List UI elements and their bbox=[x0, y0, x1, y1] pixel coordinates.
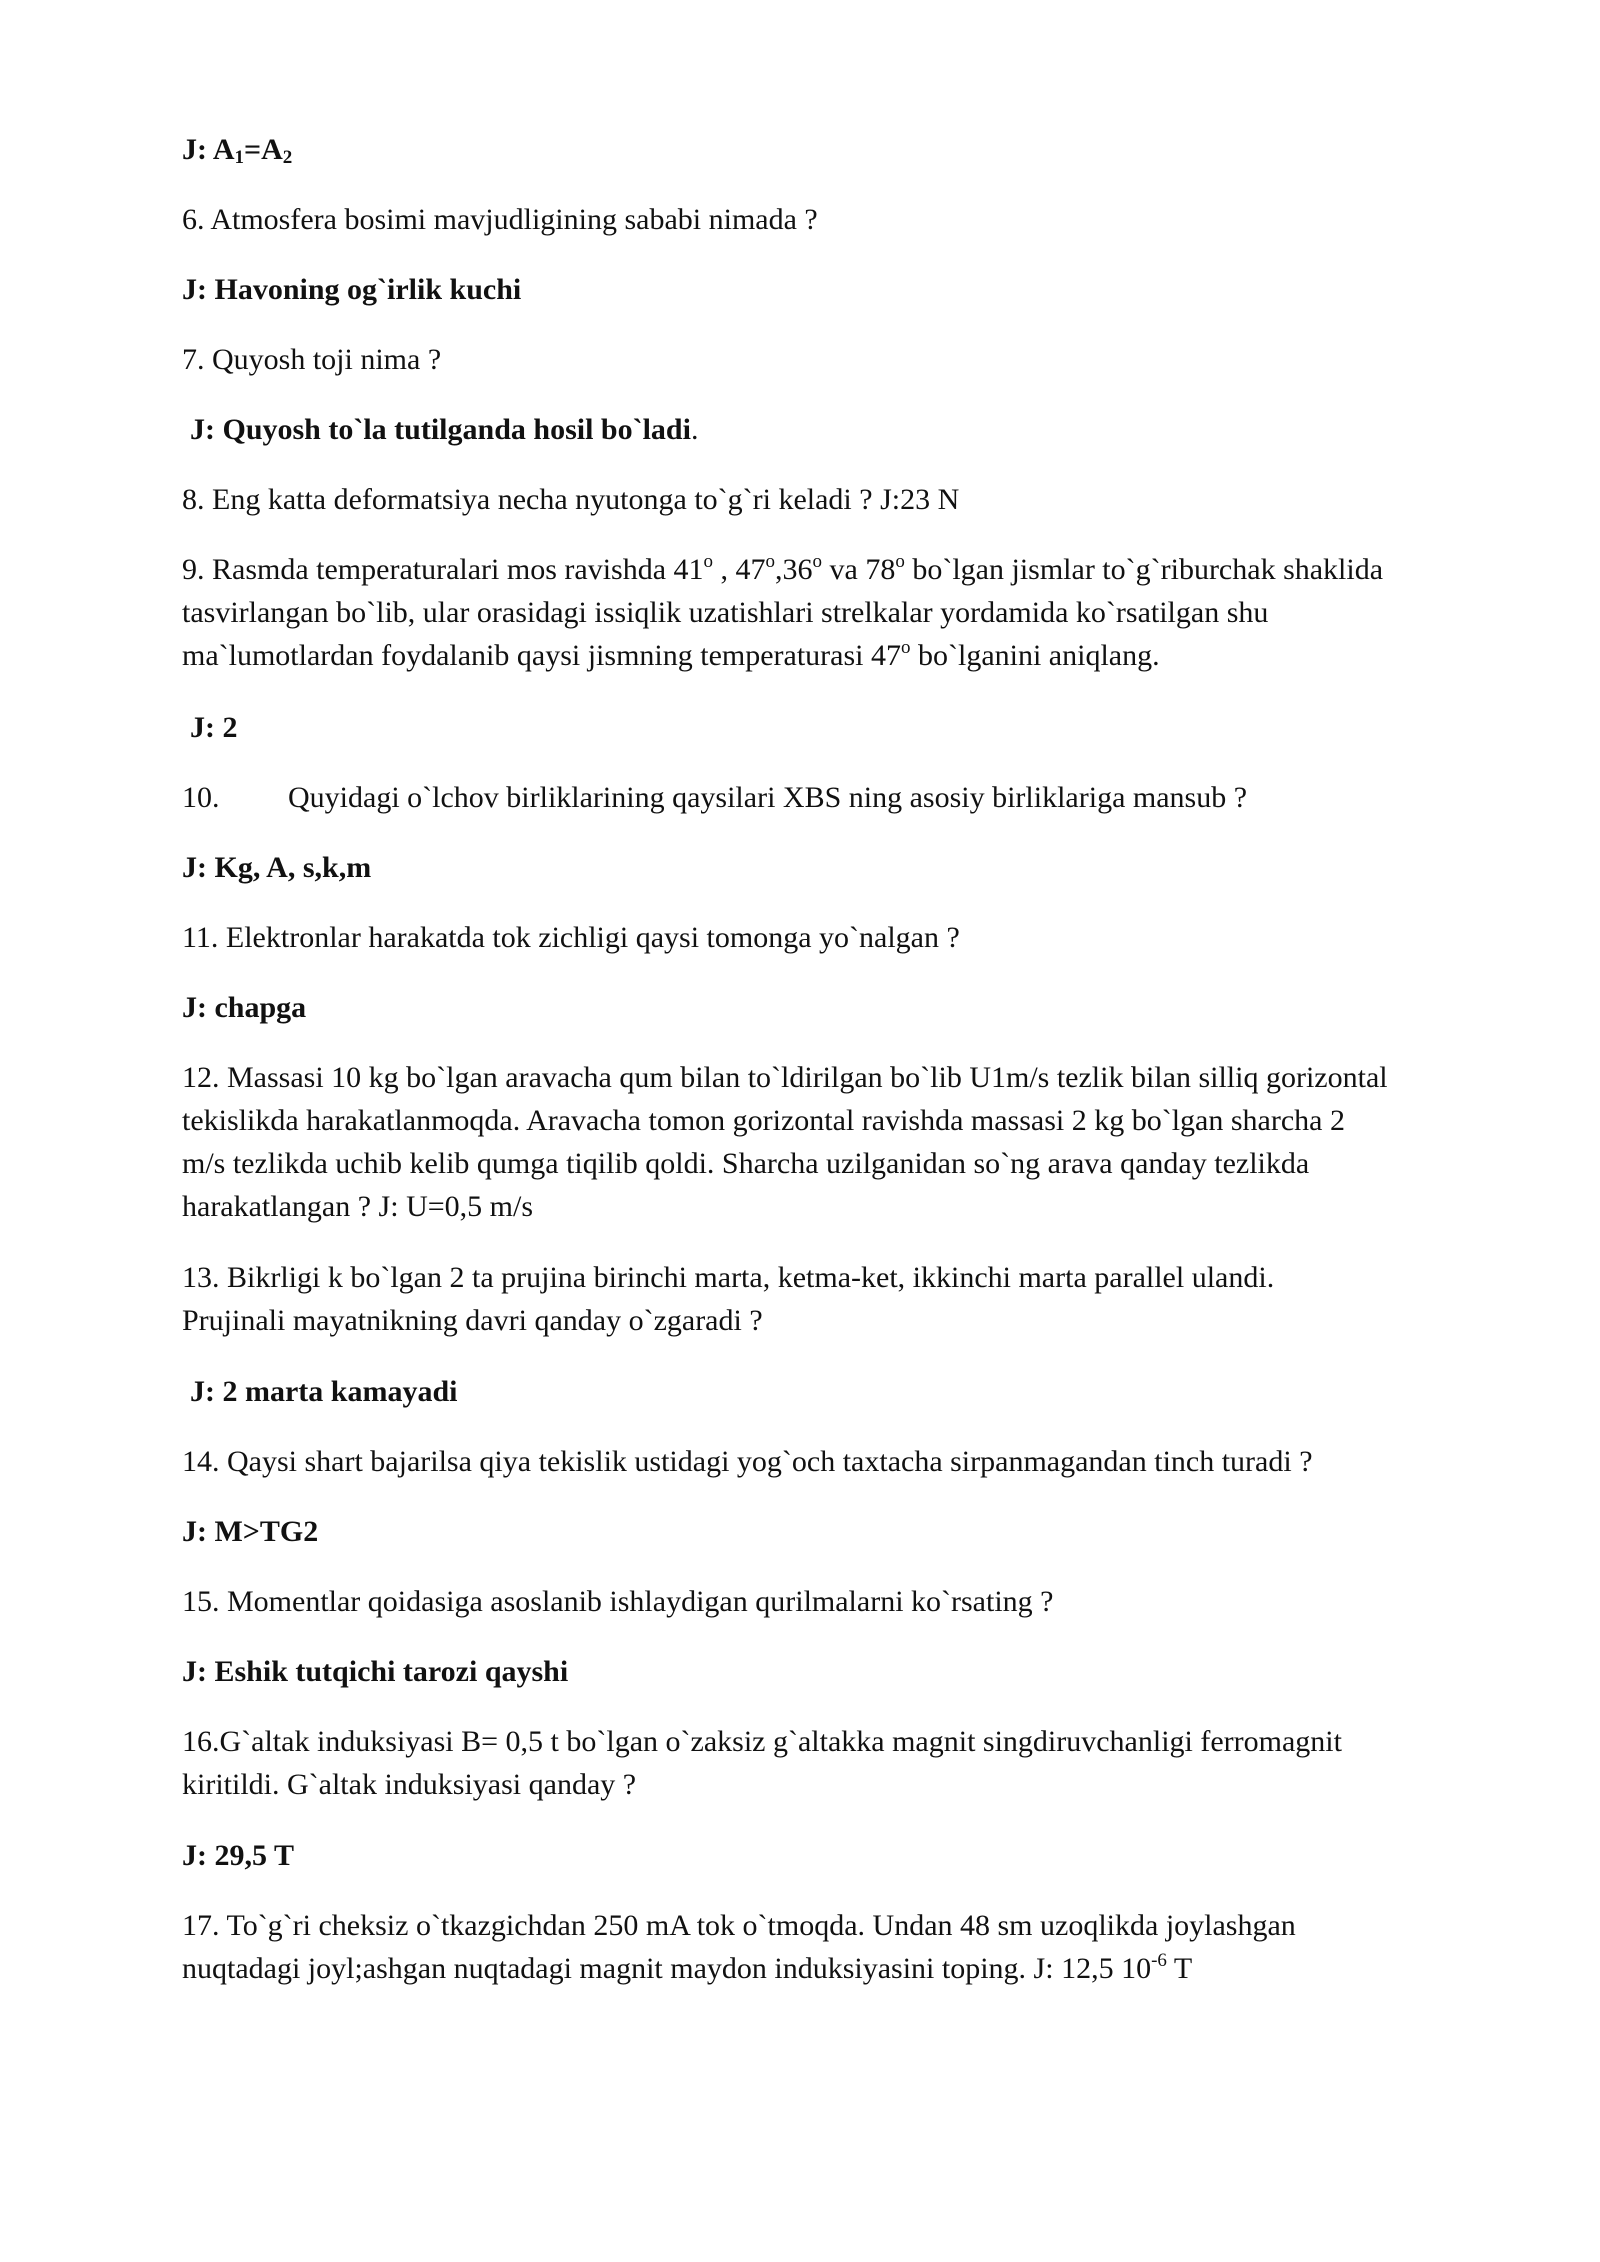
question-13-line-1: 13. Bikrligi k bo`lgan 2 ta prujina birinchi marta, ketma-ket, ikkinchi marta parallel ulandi. bbox=[182, 1261, 1275, 1294]
subscript: 1 bbox=[234, 147, 244, 168]
answer-6: J: Havoning og`irlik kuchi bbox=[182, 273, 522, 306]
question-12-line-3: m/s tezlikda uchib kelib qumga tiqilib qoldi. Sharcha uzilganidan so`ng arava qanday tezlikda bbox=[182, 1147, 1310, 1180]
question-15: 15. Momentlar qoidasiga asoslanib ishlaydigan qurilmalarni ko`rsating ? bbox=[182, 1585, 1054, 1618]
question-11: 11. Elektronlar harakatda tok zichligi qaysi tomonga yo`nalgan ? bbox=[182, 921, 960, 954]
answer-16: J: 29,5 T bbox=[182, 1839, 294, 1872]
answer-text: J: Quyosh to`la tutilganda hosil bo`ladi bbox=[190, 413, 691, 446]
text: ma`lumotlardan foydalanib qaysi jismning temperaturasi 47 bbox=[182, 639, 901, 672]
question-16-line-2: kiritildi. G`altak induksiyasi qanday ? bbox=[182, 1768, 637, 1801]
text: bo`lganini aniqlang. bbox=[910, 639, 1160, 672]
question-12-line-4: harakatlangan ? J: U=0,5 m/s bbox=[182, 1190, 533, 1223]
degree-mark: o bbox=[765, 551, 776, 572]
question-13 bbox=[182, 1256, 1274, 1342]
question-13-line-2: Prujinali mayatnikning davri qanday o`zgaradi ? bbox=[182, 1304, 763, 1337]
question-8: 8. Eng katta deformatsiya necha nyutonga to`g`ri keladi ? J:23 N bbox=[182, 483, 960, 516]
text: ,36 bbox=[775, 553, 813, 586]
text: va 78 bbox=[822, 553, 896, 586]
answer-11: J: chapga bbox=[182, 991, 307, 1024]
question-17-line-2 bbox=[182, 1947, 1296, 1990]
degree-mark: o bbox=[895, 551, 905, 572]
text: bo`lgan jismlar to`g`riburchak shaklida bbox=[904, 553, 1384, 586]
answer-7 bbox=[190, 408, 698, 451]
answer-9: J: 2 bbox=[190, 711, 238, 744]
question-17-line-1: 17. To`g`ri cheksiz o`tkazgichdan 250 mA tok o`tmoqda. Undan 48 sm uzoqlikda joylashgan bbox=[182, 1909, 1296, 1942]
question-9-line-3 bbox=[182, 634, 1383, 677]
text: , 47 bbox=[713, 553, 766, 586]
question-14: 14. Qaysi shart bajarilsa qiya tekislik ustidagi yog`och taxtacha sirpanmagandan tinch turadi ? bbox=[182, 1445, 1313, 1478]
text: T bbox=[1166, 1952, 1193, 1985]
question-12-line-1: 12. Massasi 10 kg bo`lgan aravacha qum bilan to`ldirilgan bo`lib U1m/s tezlik bilan silliq gorizontal bbox=[182, 1061, 1388, 1094]
question-10 bbox=[182, 776, 1247, 819]
degree-mark: o bbox=[703, 551, 714, 572]
question-6: 6. Atmosfera bosimi mavjudligining sababi nimada ? bbox=[182, 203, 818, 236]
question-9-line-2: tasvirlangan bo`lib, ular orasidagi issiqlik uzatishlari strelkalar yordamida ko`rsatilgan shu bbox=[182, 596, 1269, 629]
question-16 bbox=[182, 1720, 1342, 1806]
question-number: 10. bbox=[182, 781, 220, 814]
question-17 bbox=[182, 1904, 1296, 1990]
degree-mark: o bbox=[901, 637, 911, 658]
answer-10: J: Kg, A, s,k,m bbox=[182, 851, 372, 884]
degree-mark: o bbox=[812, 551, 823, 572]
text: nuqtadagi joyl;ashgan nuqtadagi magnit maydon induksiyasini toping. J: 12,5 10 bbox=[182, 1952, 1152, 1985]
answer-5 bbox=[182, 128, 292, 171]
answer-text: =A bbox=[244, 133, 283, 166]
question-9 bbox=[182, 548, 1383, 677]
question-16-line-1: 16.G`altak induksiyasi B= 0,5 t bo`lgan o`zaksiz g`altakka magnit singdiruvchanligi ferromagnit bbox=[182, 1725, 1342, 1758]
answer-text: J: A bbox=[182, 133, 235, 166]
question-text: Quyidagi o`lchov birliklarining qaysilari XBS ning asosiy birliklariga mansub ? bbox=[288, 781, 1248, 814]
question-12 bbox=[182, 1056, 1388, 1228]
exponent: -6 bbox=[1151, 1950, 1167, 1971]
subscript: 2 bbox=[282, 147, 293, 168]
answer-15: J: Eshik tutqichi tarozi qayshi bbox=[182, 1655, 569, 1688]
question-12-line-2: tekislikda harakatlanmoqda. Aravacha tomon gorizontal ravishda massasi 2 kg bo`lgan sharcha 2 bbox=[182, 1104, 1345, 1137]
answer-13: J: 2 marta kamayadi bbox=[190, 1375, 458, 1408]
text: 9. Rasmda temperaturalari mos ravishda 41 bbox=[182, 553, 704, 586]
answer-punct: . bbox=[690, 413, 699, 446]
answer-14: J: M>TG2 bbox=[182, 1515, 319, 1548]
question-9-line-1 bbox=[182, 548, 1383, 591]
question-7: 7. Quyosh toji nima ? bbox=[182, 343, 442, 376]
